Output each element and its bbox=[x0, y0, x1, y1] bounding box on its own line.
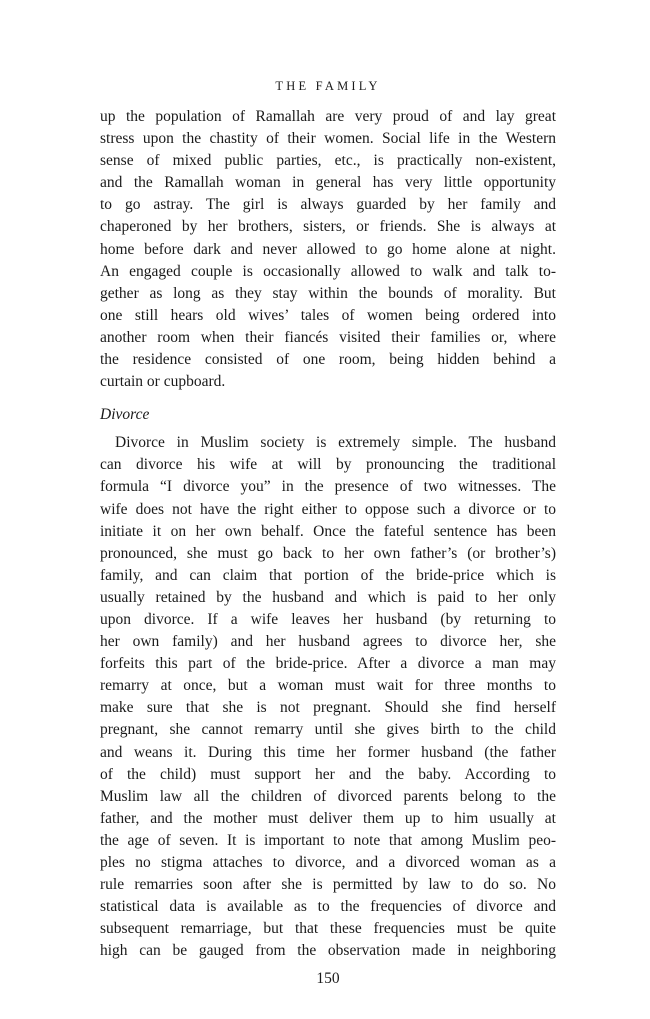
text-line: pronounced, she must go back to her own father’s (or brother’s) bbox=[100, 544, 556, 562]
text-line: sense of mixed public parties, etc., is practically non-existent, bbox=[100, 152, 556, 170]
text-line: can divorce his wife at will by pronouncing the traditional bbox=[100, 456, 556, 474]
text-line: chaperoned by her brothers, sisters, or friends. She is always at bbox=[100, 218, 556, 236]
text-line: gether as long as they stay within the bounds of morality. But bbox=[100, 284, 556, 302]
text-line: her own family) and her husband agrees to divorce her, she bbox=[100, 633, 556, 651]
paragraph-divorce bbox=[100, 432, 556, 962]
text-line: usually retained by the husband and which is paid to her only bbox=[100, 588, 556, 606]
text-line: pregnant, she cannot remarry until she gives birth to the child bbox=[100, 721, 556, 739]
page-number: 150 bbox=[316, 970, 340, 988]
book-page bbox=[100, 78, 556, 990]
text-line: of the child) must support her and the baby. According to bbox=[100, 765, 556, 783]
text-line: another room when their fiancés visited their families or, where bbox=[100, 328, 556, 346]
text-line: and the Ramallah woman in general has very little opportunity bbox=[100, 174, 556, 192]
text-line: make sure that she is not pregnant. Should she find herself bbox=[100, 699, 556, 717]
text-line: the residence consisted of one room, being hidden behind a bbox=[100, 351, 556, 369]
running-head: THE FAMILY bbox=[275, 79, 381, 93]
text-line: family, and can claim that portion of the bride-price which is bbox=[100, 566, 556, 584]
text-line: ples no stigma attaches to divorce, and a divorced woman as a bbox=[100, 854, 556, 871]
paragraph-chastity bbox=[100, 106, 556, 393]
text-line: the age of seven. It is important to note that among Muslim peo- bbox=[100, 831, 556, 849]
text-line: curtain or cupboard. bbox=[100, 373, 226, 391]
text-line: rule remarries soon after she is permitted by law to do so. No bbox=[100, 876, 556, 894]
text-line: and weans it. During this time her former husband (the father bbox=[100, 743, 556, 761]
section-heading: Divorce bbox=[100, 406, 150, 424]
text-line: up the population of Ramallah are very proud of and lay great bbox=[100, 108, 556, 125]
text-line: father, and the mother must deliver them up to him usually at bbox=[100, 809, 556, 827]
text-line: home before dark and never allowed to go home alone at night. bbox=[100, 240, 556, 258]
text-line: subsequent remarriage, but that these frequencies must be quite bbox=[100, 920, 556, 938]
text-line: wife does not have the right either to oppose such a divorce or to bbox=[100, 500, 556, 518]
text-line: formula “I divorce you” in the presence of two witnesses. The bbox=[100, 478, 556, 496]
text-line: remarry at once, but a woman must wait for three months to bbox=[100, 677, 556, 695]
text-line: upon divorce. If a wife leaves her husband (by returning to bbox=[100, 610, 556, 628]
text-line: Divorce in Muslim society is extremely simple. The husband bbox=[115, 434, 556, 452]
text-line: Muslim law all the children of divorced parents belong to the bbox=[100, 787, 556, 805]
text-line: to go astray. The girl is always guarded by her family and bbox=[100, 196, 556, 214]
text-line: high can be gauged from the observation made in neighboring bbox=[100, 942, 556, 960]
text-line: one still hears old wives’ tales of women being ordered into bbox=[100, 306, 556, 324]
text-line: An engaged couple is occasionally allowed to walk and talk to- bbox=[100, 262, 556, 280]
text-line: stress upon the chastity of their women. Social life in the Western bbox=[100, 130, 556, 148]
text-line: statistical data is available as to the frequencies of divorce and bbox=[100, 898, 556, 916]
text-line: initiate it on her own behalf. Once the fateful sentence has been bbox=[100, 522, 556, 540]
text-line: forfeits this part of the bride-price. After a divorce a man may bbox=[100, 655, 556, 673]
